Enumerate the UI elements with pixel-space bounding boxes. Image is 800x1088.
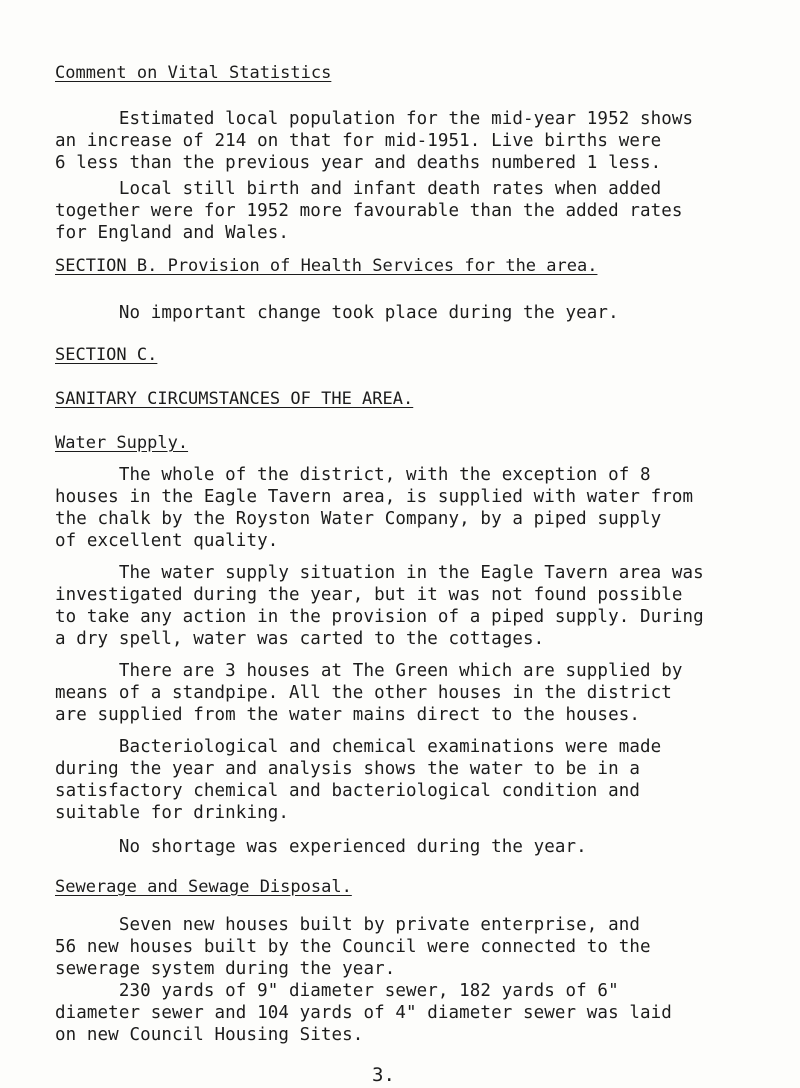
paragraph-district-supply: The whole of the district, with the exception of 8 houses in the Eagle Tavern area, is supplied with water from the chalk by the Royston Water Company, by a piped supply of excellent quality. [55, 465, 694, 551]
paragraph-population: Estimated local population for the mid-year 1952 shows an increase of 214 on that for mid-1951. Live births were 6 less than the previous year and deaths numbered 1 less. [55, 109, 694, 173]
heading-water-supply: Water Supply. [55, 433, 189, 453]
heading-section-c: SECTION C. [55, 345, 158, 365]
heading-sewerage: Sewerage and Sewage Disposal. [55, 877, 352, 897]
paragraph-eagle-tavern: The water supply situation in the Eagle Tavern area was investigated during the year, but it was not found possible to take any action in the provision of a piped supply. During a dry spell, water was carted to the cottages. [55, 563, 704, 649]
heading-sanitary-circumstances: SANITARY CIRCUMSTANCES OF THE AREA. [55, 389, 414, 409]
heading-vital-statistics: Comment on Vital Statistics [55, 63, 332, 83]
heading-section-b: SECTION B. Provision of Health Services for the area. [55, 256, 598, 276]
paragraph-standpipe: There are 3 houses at The Green which are supplied by means of a standpipe. All the other houses in the district are supplied from the water mains direct to the houses. [55, 661, 683, 725]
paragraph-examinations: Bacteriological and chemical examinations were made during the year and analysis shows the water to be in a satisfactory chemical and bacteriological condition and suitable for drinking. [55, 737, 662, 823]
paragraph-no-shortage: No shortage was experienced during the year. [55, 837, 587, 857]
paragraph-birth-death-rates: Local still birth and infant death rates when added together were for 1952 more favourable than the added rates for England and Wales. [55, 179, 683, 243]
paragraph-new-houses: Seven new houses built by private enterprise, and 56 new houses built by the Council were connected to the sewerage system during the year. [55, 915, 651, 979]
paragraph-sewer-lengths: 230 yards of 9" diameter sewer, 182 yards of 6" diameter sewer and 104 yards of 4" diameter sewer was laid on new Council Housing Sites. [55, 981, 672, 1045]
paragraph-no-change: No important change took place during the year. [55, 303, 619, 323]
page-number: 3. [372, 1064, 395, 1086]
